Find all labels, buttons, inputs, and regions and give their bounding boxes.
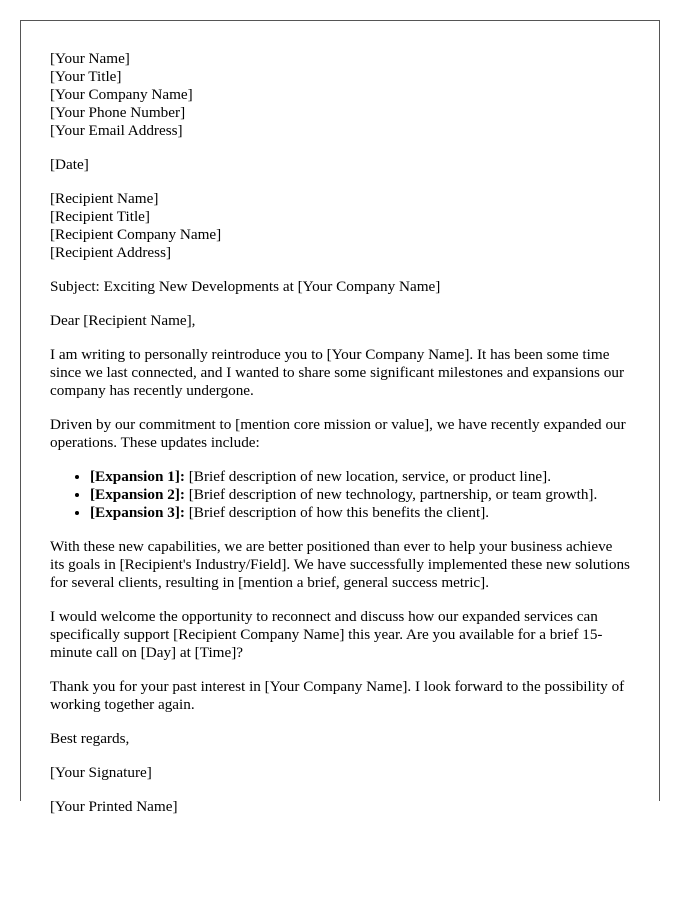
recipient-name: [Recipient Name] bbox=[50, 190, 159, 207]
thanks-paragraph: Thank you for your past interest in [Your Company Name]. I look forward to the possibility of working together again. bbox=[50, 678, 625, 713]
expansion-label: [Expansion 2]: bbox=[90, 486, 185, 503]
letter-page bbox=[20, 20, 660, 815]
sender-name: [Your Name] bbox=[50, 50, 130, 67]
subject-line: Subject: Exciting New Developments at [Your Company Name] bbox=[50, 278, 441, 295]
expansion-item bbox=[90, 504, 630, 522]
sender-phone: [Your Phone Number] bbox=[50, 104, 186, 121]
intro-paragraph: I am writing to personally reintroduce you to [Your Company Name]. It has been some time since we last connected, and I wanted to share some significant milestones and expansions our company has recently undergone. bbox=[50, 346, 625, 399]
recipient-block bbox=[50, 190, 630, 262]
letter-content bbox=[21, 21, 659, 816]
expansion-label: [Expansion 1]: bbox=[90, 468, 185, 485]
expansion-label: [Expansion 3]: bbox=[90, 504, 185, 521]
capabilities-paragraph: With these new capabilities, we are better positioned than ever to help your business achieve its goals in [Recipient's Industry/Field]. We have successfully implemented these new solutions for several clients, resulting in [mention a brief, general success metric]. bbox=[50, 538, 630, 591]
printed-name: [Your Printed Name] bbox=[50, 798, 178, 815]
recipient-title: [Recipient Title] bbox=[50, 208, 150, 225]
commitment-paragraph: Driven by our commitment to [mention core mission or value], we have recently expanded our operations. These updates include: bbox=[50, 416, 626, 451]
expansion-item bbox=[90, 468, 630, 486]
sender-email: [Your Email Address] bbox=[50, 122, 183, 139]
reconnect-paragraph: I would welcome the opportunity to reconnect and discuss how our expanded services can specifically support [Recipient Company Name] this year. Are you available for a brief 15-minute call on [Day] at [Time]? bbox=[50, 608, 603, 661]
closing: Best regards, bbox=[50, 730, 130, 747]
expansion-list bbox=[50, 468, 630, 522]
sender-block bbox=[50, 50, 630, 140]
recipient-company: [Recipient Company Name] bbox=[50, 226, 222, 243]
expansion-item bbox=[90, 486, 630, 504]
signature: [Your Signature] bbox=[50, 764, 152, 781]
expansion-text: [Brief description of new technology, partnership, or team growth]. bbox=[184, 486, 598, 503]
expansion-text: [Brief description of new location, service, or product line]. bbox=[184, 468, 552, 485]
salutation: Dear [Recipient Name], bbox=[50, 312, 196, 329]
expansion-text: [Brief description of how this benefits the client]. bbox=[184, 504, 490, 521]
recipient-address: [Recipient Address] bbox=[50, 244, 172, 261]
sender-company: [Your Company Name] bbox=[50, 86, 193, 103]
sender-title: [Your Title] bbox=[50, 68, 122, 85]
letter-date: [Date] bbox=[50, 156, 89, 173]
